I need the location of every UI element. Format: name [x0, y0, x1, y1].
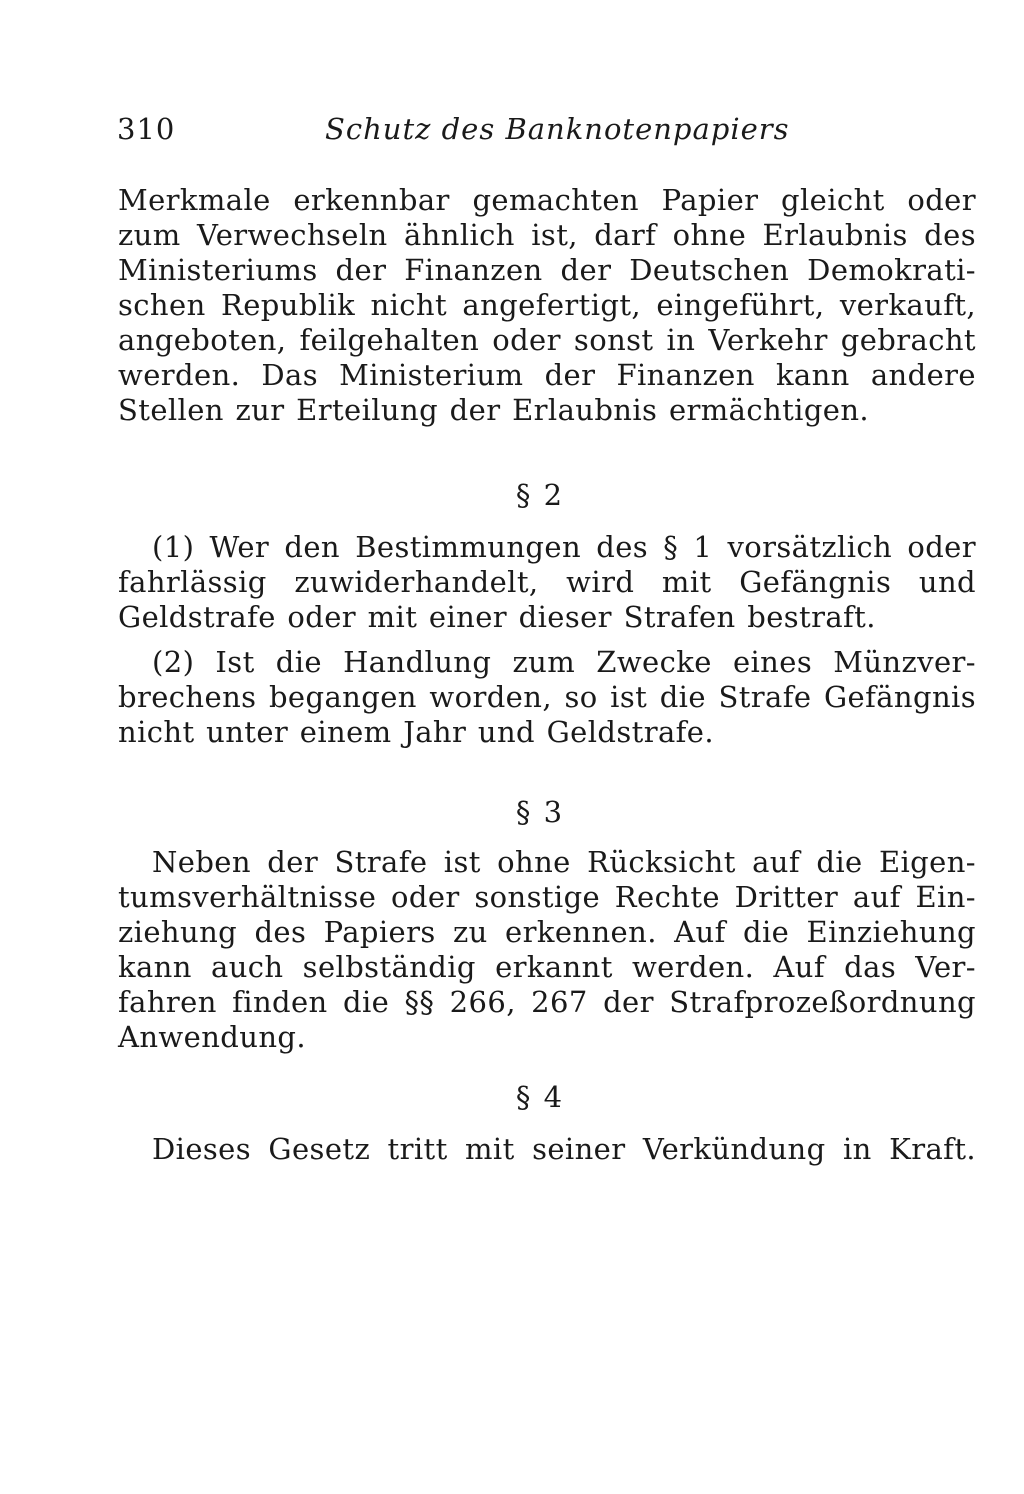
text-line: kann auch selbständig erkannt werden. Auf das Ver-: [118, 950, 976, 984]
section-2-paragraph-2: [118, 645, 976, 750]
text-line: fahrlässig zuwiderhandelt, wird mit Gefängnis und: [118, 565, 976, 599]
text-line: Geldstrafe oder mit einer dieser Strafen bestraft.: [118, 600, 876, 634]
intro-paragraph: [118, 183, 976, 428]
page-header: [117, 112, 987, 152]
page-number: 310: [117, 112, 176, 146]
text-line: tumsverhältnisse oder sonstige Rechte Dritter auf Ein-: [118, 880, 976, 914]
text-line: fahren finden die §§ 266, 267 der Strafprozeßordnung: [118, 985, 976, 1019]
text-line: Neben der Strafe ist ohne Rücksicht auf die Eigen-: [152, 845, 976, 879]
text-line: Merkmale erkennbar gemachten Papier gleicht oder: [118, 183, 976, 217]
section-3-paragraph: [118, 845, 976, 1055]
text-line: brechens begangen worden, so ist die Strafe Gefängnis: [118, 680, 976, 714]
text-line: (1) Wer den Bestimmungen des § 1 vorsätzlich oder: [152, 530, 976, 564]
section-3-heading: § 3: [515, 795, 565, 829]
running-title: Schutz des Banknotenpapiers: [325, 112, 790, 146]
text-line: werden. Das Ministerium der Finanzen kann andere: [118, 358, 976, 392]
text-line: ziehung des Papiers zu erkennen. Auf die Einziehung: [118, 915, 976, 949]
text-line: (2) Ist die Handlung zum Zwecke eines Münzver-: [152, 645, 976, 679]
text-line: schen Republik nicht angefertigt, eingeführt, verkauft,: [118, 288, 976, 322]
text-line: nicht unter einem Jahr und Geldstrafe.: [118, 715, 714, 749]
section-4-paragraph: [118, 1132, 976, 1167]
text-line: angeboten, feilgehalten oder sonst in Verkehr gebracht: [118, 323, 976, 357]
text-line: zum Verwechseln ähnlich ist, darf ohne Erlaubnis des: [118, 218, 976, 252]
text-line: Stellen zur Erteilung der Erlaubnis ermächtigen.: [118, 393, 870, 427]
section-2-heading: § 2: [515, 478, 565, 512]
text-line: Anwendung.: [118, 1020, 306, 1054]
text-line: Ministeriums der Finanzen der Deutschen Demokrati-: [118, 253, 976, 287]
section-2-paragraph-1: [118, 530, 976, 635]
text-line: Dieses Gesetz tritt mit seiner Verkündung in Kraft.: [152, 1132, 976, 1166]
section-4-heading: § 4: [515, 1080, 565, 1114]
